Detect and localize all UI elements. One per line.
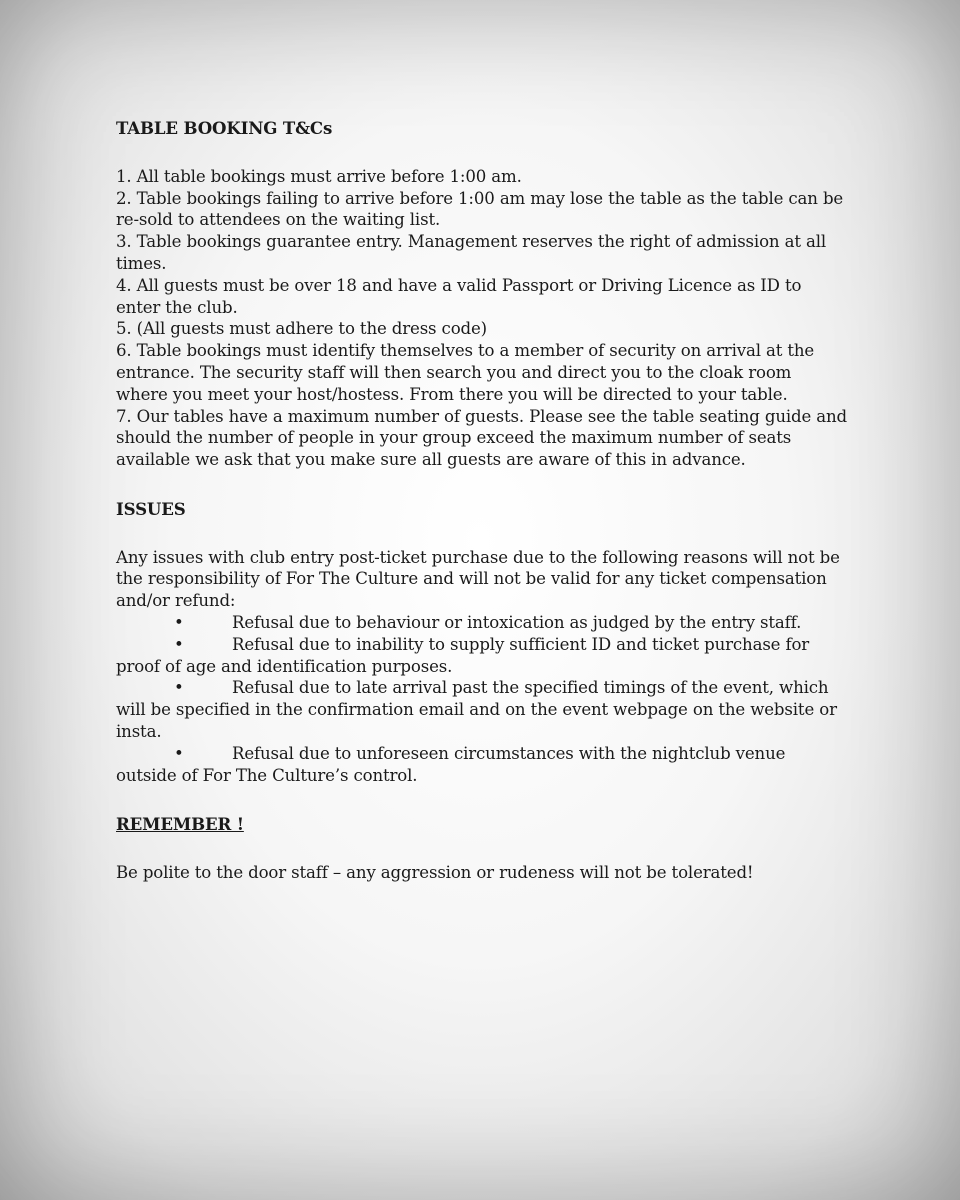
table-booking-heading: TABLE BOOKING T&Cs [116, 118, 333, 138]
spacer [116, 786, 848, 808]
list-item: 3. Table bookings guarantee entry. Management reserves the right of admission at all times. [116, 232, 827, 273]
remember-heading: REMEMBER ! [116, 814, 244, 835]
spacer [116, 144, 848, 166]
spacer [116, 471, 848, 493]
bullet-item [116, 634, 848, 678]
bullet-icon: • [174, 612, 184, 632]
bullet-text: Refusal due to unforeseen circumstances with the nightclub venue outside of For The Culture’s control. [116, 743, 786, 785]
list-item: 4. All guests must be over 18 and have a valid Passport or Driving Licence as ID to enter the club. [116, 275, 802, 317]
spacer [116, 840, 848, 862]
bullet-text: Refusal due to behaviour or intoxication as judged by the entry staff. [232, 612, 802, 632]
bullet-text: Refusal due to inability to supply sufficient ID and ticket purchase for proof of age and identification purposes. [116, 634, 810, 676]
bullet-icon: • [174, 634, 184, 654]
bullet-icon: • [174, 743, 184, 763]
issues-intro: Any issues with club entry post-ticket purchase due to the following reasons will not be the responsibility of For The Culture and will not be valid for any ticket compensation and/or refund: [116, 547, 840, 611]
list-item: 2. Table bookings failing to arrive before 1:00 am may lose the table as the table can be re-sold to attendees on the waiting list. [116, 188, 844, 230]
list-item: 7. Our tables have a maximum number of guests. Please see the table seating guide and should the number of people in your group exceed the maximum number of seats available we ask that you make sure all guests are aware of this in advance. [116, 406, 848, 470]
list-item: 6. Table bookings must identify themselves to a member of security on arrival at the entrance. The security staff will then search you and direct you to the cloak room where you meet your host/hostess. From there you will be directed to your table. [116, 341, 815, 404]
bullet-icon: • [174, 678, 184, 698]
bullet-item [116, 677, 848, 742]
document-page [116, 112, 848, 884]
bullet-text: Refusal due to late arrival past the specified timings of the event, which will be specified in the confirmation email and on the event webpage on the website or insta. [116, 678, 837, 741]
remember-text: Be polite to the door staff – any aggression or rudeness will not be tolerated! [116, 862, 754, 882]
bullet-item [116, 743, 848, 787]
spacer [116, 525, 848, 547]
list-item: 1. All table bookings must arrive before 1:00 am. [116, 166, 522, 186]
list-item: 5. (All guests must adhere to the dress code) [116, 319, 488, 339]
issues-heading: ISSUES [116, 498, 186, 519]
bullet-item [116, 612, 848, 634]
